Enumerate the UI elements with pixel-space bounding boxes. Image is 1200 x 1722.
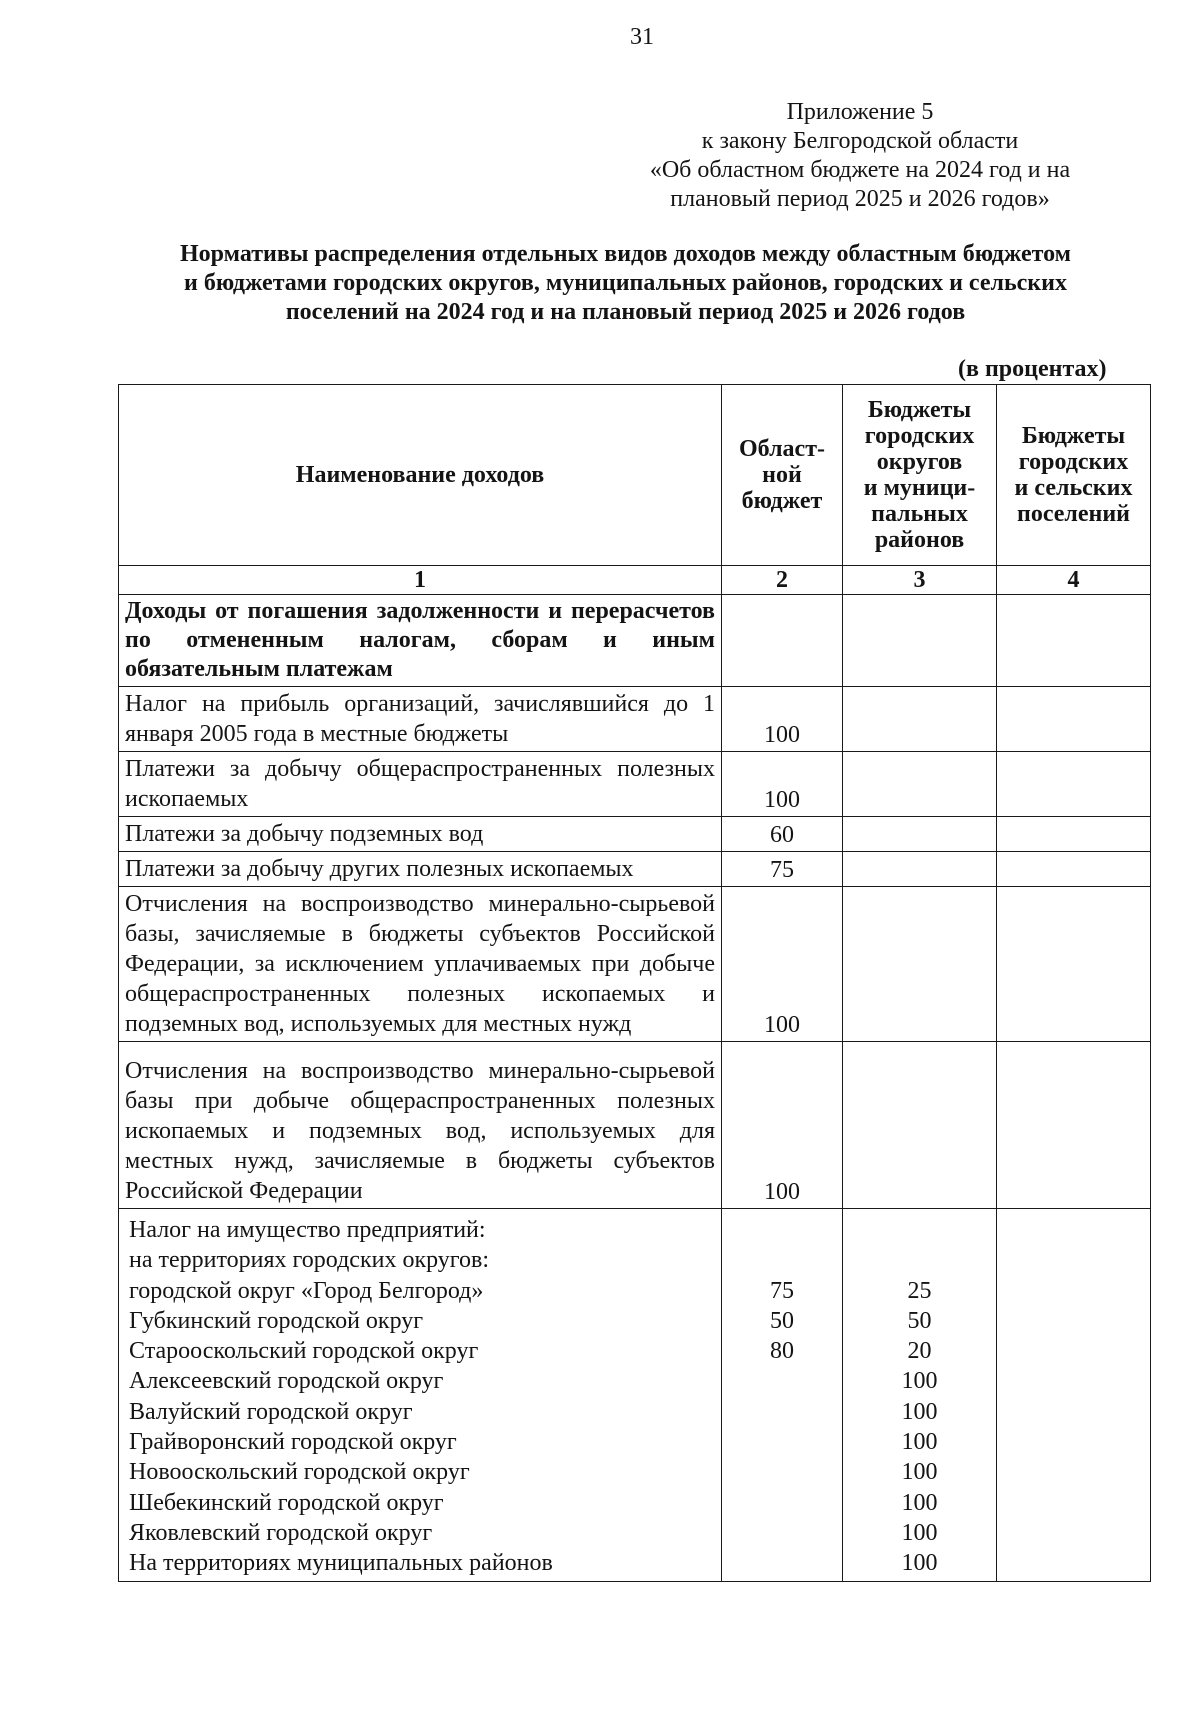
table-row-property-tax xyxy=(119,1209,1151,1582)
document-title xyxy=(118,240,1133,327)
table-header-row xyxy=(119,385,1151,566)
regional-value xyxy=(722,1518,842,1548)
settlement-value xyxy=(997,1042,1151,1209)
urban-value xyxy=(843,817,997,852)
regional-value: 80 xyxy=(770,1338,794,1365)
header-regional-budget: Област- ной бюджет xyxy=(722,385,843,566)
column-number: 1 xyxy=(119,566,722,595)
regional-value: 100 xyxy=(722,887,843,1042)
urban-value: 100 xyxy=(901,1459,938,1486)
property-tax-line: на территориях городских округов: xyxy=(129,1247,490,1274)
urban-value xyxy=(843,887,997,1042)
urban-value: 100 xyxy=(901,1550,938,1577)
income-name: Платежи за добычу общераспространенных полезных ископаемых xyxy=(119,752,722,817)
page-number: 31 xyxy=(630,24,654,50)
income-name: Платежи за добычу подземных вод xyxy=(119,817,722,852)
urban-value: 100 xyxy=(901,1398,938,1425)
header-settlement-budgets: Бюджеты городских и сельских поселений xyxy=(997,385,1151,566)
urban-value: 100 xyxy=(901,1368,938,1395)
table-row xyxy=(119,1042,1151,1209)
header-income-name: Наименование доходов xyxy=(119,385,722,566)
urban-value xyxy=(843,687,997,752)
regional-value: 60 xyxy=(722,817,843,852)
urban-value xyxy=(843,1215,996,1245)
property-tax-line: На территориях муниципальных районов xyxy=(129,1550,553,1577)
appendix-header xyxy=(600,98,1120,214)
income-name: Отчисления на воспроизводство минерально-сырьевой базы при добыче общераспространенных полезных ископаемых и подземных вод, используемых для местных нужд, зачисляемые в бюджеты субъектов Российской Федерации xyxy=(119,1042,722,1209)
regional-value xyxy=(722,1366,842,1396)
settlement-value xyxy=(997,595,1151,687)
regional-value: 100 xyxy=(722,1042,843,1209)
property-tax-line: Яковлевский городской округ xyxy=(129,1519,433,1546)
settlement-value xyxy=(997,852,1151,887)
regional-value: 100 xyxy=(722,752,843,817)
property-tax-line: Налог на имущество предприятий: xyxy=(129,1217,486,1243)
regional-value xyxy=(722,595,843,687)
table-row xyxy=(119,752,1151,817)
urban-value: 25 xyxy=(907,1277,932,1304)
regional-value xyxy=(722,1548,842,1578)
regional-value xyxy=(722,1488,842,1518)
urban-value xyxy=(843,595,997,687)
header-urban-district-budgets: Бюджеты городских округов и муници- пальных районов xyxy=(843,385,997,566)
property-tax-line: Новооскольский городской округ xyxy=(129,1459,470,1486)
urban-value: 100 xyxy=(901,1429,938,1456)
property-tax-line: Алексеевский городской округ xyxy=(129,1368,444,1395)
regional-value: 75 xyxy=(722,852,843,887)
settlement-value xyxy=(997,687,1151,752)
appendix-line: плановый период 2025 и 2026 годов» xyxy=(670,186,1050,212)
appendix-line: «Об областном бюджете на 2024 год и на xyxy=(649,157,1071,183)
appendix-line: Приложение 5 xyxy=(786,99,934,125)
title-line: и бюджетами городских округов, муниципальных районов, городских и сельских xyxy=(184,270,1067,296)
property-tax-settlement-values xyxy=(997,1209,1151,1582)
column-number: 3 xyxy=(843,566,997,595)
urban-value xyxy=(843,1245,996,1275)
title-line: Нормативы распределения отдельных видов доходов между областным бюджетом xyxy=(180,241,1071,267)
income-name: Доходы от погашения задолженности и перерасчетов по отмененным налогам, сборам и иным обязательным платежам xyxy=(119,595,722,687)
urban-value: 50 xyxy=(907,1307,932,1334)
urban-value: 100 xyxy=(901,1489,938,1516)
units-note: (в процентах) xyxy=(958,356,1107,382)
table-row xyxy=(119,595,1151,687)
property-tax-line: Грайворонский городской округ xyxy=(129,1429,457,1456)
table-row xyxy=(119,852,1151,887)
urban-value: 20 xyxy=(907,1338,932,1365)
property-tax-line: Валуйский городской округ xyxy=(129,1398,413,1425)
property-tax-line: городской округ «Город Белгород» xyxy=(129,1277,484,1304)
income-name: Отчисления на воспроизводство минерально-сырьевой базы, зачисляемые в бюджеты субъектов Российской Федерации, за исключением уплачиваемых при добыче общераспространенных полезных ископаемых и подземных вод, используемых для местных нужд xyxy=(119,887,722,1042)
settlement-value xyxy=(997,752,1151,817)
regional-value xyxy=(722,1427,842,1457)
property-tax-line: Старооскольский городской округ xyxy=(129,1338,479,1365)
settlement-value xyxy=(997,887,1151,1042)
income-name: Налог на прибыль организаций, зачислявшийся до 1 января 2005 года в местные бюджеты xyxy=(119,687,722,752)
column-number: 4 xyxy=(997,566,1151,595)
table-row xyxy=(119,687,1151,752)
income-name: Платежи за добычу других полезных ископаемых xyxy=(119,852,722,887)
revenue-norms-table xyxy=(118,384,1151,1582)
property-tax-line: Губкинский городской округ xyxy=(129,1307,424,1334)
regional-value: 100 xyxy=(722,687,843,752)
urban-value: 100 xyxy=(901,1519,938,1546)
table-row xyxy=(119,887,1151,1042)
regional-value xyxy=(722,1397,842,1427)
table-row xyxy=(119,817,1151,852)
property-tax-urban-values xyxy=(843,1209,997,1582)
property-tax-regional-values xyxy=(722,1209,843,1582)
settlement-value xyxy=(997,817,1151,852)
property-tax-line: Шебекинский городской округ xyxy=(129,1489,444,1516)
column-number-row xyxy=(119,566,1151,595)
urban-value xyxy=(843,852,997,887)
regional-value: 75 xyxy=(770,1277,794,1304)
regional-value xyxy=(722,1215,842,1245)
column-number: 2 xyxy=(722,566,843,595)
regional-value: 50 xyxy=(770,1307,794,1334)
regional-value xyxy=(722,1457,842,1487)
appendix-line: к закону Белгородской области xyxy=(701,128,1019,154)
regional-value xyxy=(722,1245,842,1275)
property-tax-names xyxy=(119,1209,722,1582)
urban-value xyxy=(843,1042,997,1209)
urban-value xyxy=(843,752,997,817)
title-line: поселений на 2024 год и на плановый период 2025 и 2026 годов xyxy=(285,299,966,325)
